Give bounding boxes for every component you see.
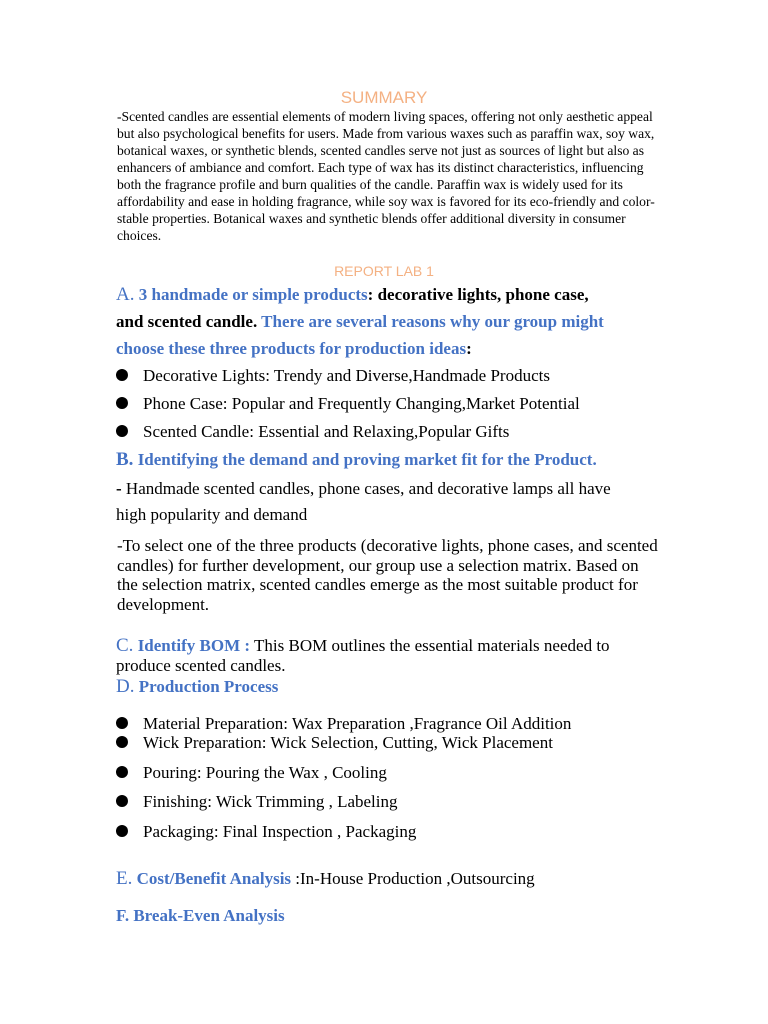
section-d-bullet-5: Packaging: Final Inspection , Packaging — [143, 822, 417, 841]
section-a-bullet-2: Phone Case: Popular and Frequently Changing,Market Potential — [143, 394, 580, 413]
section-c-letter: C. — [116, 635, 134, 656]
section-a-bullet-3: Scented Candle: Essential and Relaxing,Popular Gifts — [143, 422, 510, 441]
section-b-heading: Identifying the demand and proving market fit for the Product. — [137, 450, 597, 469]
bullet-icon — [116, 717, 128, 729]
section-d-bullet-3: Pouring: Pouring the Wax , Cooling — [143, 763, 387, 782]
section-a-heading: 3 handmade or simple products — [138, 285, 368, 304]
section-b-heading-line — [116, 449, 597, 471]
section-d-heading-line — [116, 676, 278, 698]
section-b-dash: - — [116, 479, 122, 498]
bullet-icon — [116, 795, 128, 807]
section-c-line-2: produce scented candles. — [116, 656, 286, 675]
section-c-text-1: This BOM outlines the essential materials needed to — [254, 636, 610, 655]
section-a-reason-1: There are several reasons why our group might — [261, 312, 604, 331]
section-a-line-2 — [116, 312, 604, 332]
bullet-icon — [116, 736, 128, 748]
section-b-text-1: Handmade scented candles, phone cases, and decorative lamps all have — [125, 479, 611, 498]
section-d-bullet-4: Finishing: Wick Trimming , Labeling — [143, 792, 398, 811]
section-e-heading: Cost/Benefit Analysis — [136, 869, 292, 888]
bullet-icon — [116, 397, 128, 409]
section-f-heading: F. Break-Even Analysis — [116, 906, 285, 925]
report-title: REPORT LAB 1 — [334, 263, 434, 279]
section-c-line-1 — [116, 635, 610, 657]
section-a-line-1 — [116, 284, 589, 306]
section-a-reason-2: choose these three products for production ideas — [116, 339, 467, 358]
section-b-paragraph: -To select one of the three products (decorative lights, phone cases, and scented candles) for further development, our group use a selection matrix. Based on the selection matrix, scented candles emerge as the most suitable product for development. — [117, 536, 658, 614]
section-d-letter: D. — [116, 676, 135, 697]
bullet-icon — [116, 766, 128, 778]
section-a-text-1: : decorative lights, phone case, — [367, 285, 589, 304]
section-e-text: :In-House Production ,Outsourcing — [295, 869, 535, 888]
bullet-icon — [116, 369, 128, 381]
section-a-colon: : — [466, 339, 472, 358]
section-a-letter: A. — [116, 284, 135, 305]
section-a-line-3 — [116, 339, 472, 359]
section-b-letter: B. — [116, 449, 134, 470]
summary-title: SUMMARY — [340, 88, 428, 107]
section-e-line — [116, 868, 535, 890]
section-c-heading: Identify BOM : — [137, 636, 251, 655]
section-a-text-2: and scented candle. — [116, 312, 258, 331]
section-d-bullet-2: Wick Preparation: Wick Selection, Cutting, Wick Placement — [143, 733, 553, 752]
section-b-line-2: high popularity and demand — [116, 505, 308, 524]
section-b-line-1 — [116, 479, 611, 499]
section-a-bullet-1: Decorative Lights: Trendy and Diverse,Handmade Products — [143, 366, 550, 385]
summary-paragraph: -Scented candles are essential elements of modern living spaces, offering not only aesthetic appeal but also psychological benefits for users. Made from various waxes such as paraffin wax, soy wax, botanical waxes, or synthetic blends, scented candles serve not just as sources of light but also as enhancers of ambiance and comfort. Each type of wax has its distinct characteristics, influencing both the fragrance profile and burn qualities of the candle. Paraffin wax is widely used for its affordability and ease in holding fragrance, while soy wax is favored for its eco-friendly and color-stable properties. Botanical waxes and synthetic blends offer additional diversity in consumer choices. — [117, 109, 655, 243]
bullet-icon — [116, 825, 128, 837]
section-e-letter: E. — [116, 868, 133, 889]
section-d-bullet-1: Material Preparation: Wax Preparation ,Fragrance Oil Addition — [143, 714, 572, 733]
section-d-heading: Production Process — [138, 677, 279, 696]
bullet-icon — [116, 425, 128, 437]
